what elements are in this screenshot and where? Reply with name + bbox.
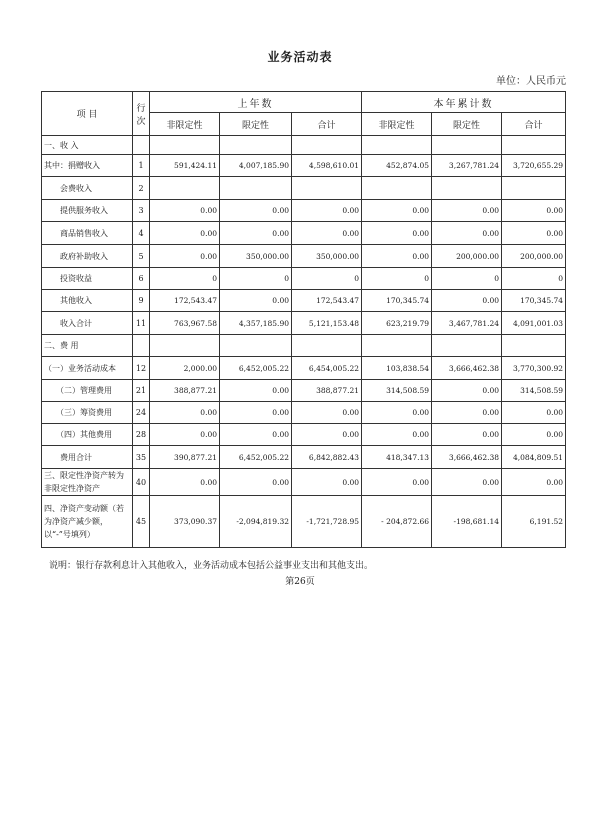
row-value-cell: 591,424.11: [150, 155, 220, 177]
row-value-cell: [150, 136, 220, 155]
row-value-cell: 0.00: [362, 200, 432, 222]
row-value-cell: 0.00: [362, 402, 432, 424]
row-line-number: 45: [133, 496, 150, 548]
row-value-cell: 4,598,610.01: [292, 155, 362, 177]
row-line-number: [133, 335, 150, 357]
row-value-cell: [362, 335, 432, 357]
row-value-cell: 314,508.59: [502, 380, 566, 402]
row-value-cell: 0.00: [150, 245, 220, 268]
row-item-label: 政府补助收入: [42, 245, 133, 268]
row-value-cell: 0.00: [502, 200, 566, 222]
row-value-cell: [502, 177, 566, 200]
row-value-cell: 4,007,185.90: [220, 155, 292, 177]
row-value-cell: -1,721,728.95: [292, 496, 362, 548]
row-value-cell: 6,452,005.22: [220, 446, 292, 469]
table-row: [42, 424, 566, 446]
header-current-unrestricted: 非限定性: [362, 113, 432, 136]
footnote: 说明：银行存款利息计入其他收入，业务活动成本包括公益事业支出和其他支出。: [49, 561, 374, 571]
row-value-cell: 0.00: [502, 469, 566, 496]
row-value-cell: 200,000.00: [502, 245, 566, 268]
row-value-cell: [432, 335, 502, 357]
row-value-cell: [502, 136, 566, 155]
table-row: [42, 357, 566, 380]
row-line-number: 5: [133, 245, 150, 268]
row-item-label: 费用合计: [42, 446, 133, 469]
row-line-number: 35: [133, 446, 150, 469]
row-value-cell: [220, 177, 292, 200]
row-line-number: 24: [133, 402, 150, 424]
row-line-number: 4: [133, 222, 150, 245]
row-value-cell: 0.00: [432, 469, 502, 496]
table-row: [42, 177, 566, 200]
table-row: [42, 380, 566, 402]
table-row: [42, 402, 566, 424]
row-value-cell: 3,666,462.38: [432, 357, 502, 380]
row-value-cell: 0.00: [150, 402, 220, 424]
header-row-1: [42, 92, 566, 113]
row-value-cell: - 204,872.66: [362, 496, 432, 548]
row-value-cell: [362, 136, 432, 155]
header-current-restricted: 限定性: [432, 113, 502, 136]
row-value-cell: 0.00: [292, 424, 362, 446]
table-row: [42, 268, 566, 290]
row-line-number: [133, 136, 150, 155]
table-body: [42, 136, 566, 548]
row-value-cell: 0: [362, 268, 432, 290]
row-line-number: 11: [133, 312, 150, 335]
row-value-cell: 390,877.21: [150, 446, 220, 469]
row-value-cell: 388,877.21: [292, 380, 362, 402]
row-value-cell: 6,842,882.43: [292, 446, 362, 469]
row-value-cell: [292, 177, 362, 200]
report-title: 业务活动表: [267, 50, 333, 64]
row-value-cell: [502, 335, 566, 357]
row-line-number: 9: [133, 290, 150, 312]
row-value-cell: [362, 177, 432, 200]
row-value-cell: 418,347.13: [362, 446, 432, 469]
row-value-cell: [292, 136, 362, 155]
currency-unit: 单位：人民币元: [496, 76, 566, 87]
table-row: [42, 222, 566, 245]
row-value-cell: 2,000.00: [150, 357, 220, 380]
table-row: [42, 469, 566, 496]
row-value-cell: 0.00: [220, 469, 292, 496]
table-row: [42, 155, 566, 177]
row-value-cell: 0: [292, 268, 362, 290]
row-value-cell: 0.00: [150, 424, 220, 446]
row-item-label: 其他收入: [42, 290, 133, 312]
row-value-cell: 0.00: [220, 380, 292, 402]
row-value-cell: [150, 177, 220, 200]
row-value-cell: 0.00: [292, 200, 362, 222]
row-value-cell: 3,467,781.24: [432, 312, 502, 335]
row-value-cell: 6,454,005.22: [292, 357, 362, 380]
row-value-cell: 0.00: [432, 402, 502, 424]
row-value-cell: 0.00: [432, 222, 502, 245]
table-row: [42, 496, 566, 548]
row-value-cell: 452,874.05: [362, 155, 432, 177]
row-item-label: 收入合计: [42, 312, 133, 335]
table-row: [42, 245, 566, 268]
row-line-number: 21: [133, 380, 150, 402]
header-current-total: 合计: [502, 113, 566, 136]
row-value-cell: 0.00: [362, 222, 432, 245]
row-value-cell: 763,967.58: [150, 312, 220, 335]
header-prior-restricted: 限定性: [220, 113, 292, 136]
row-line-number: 1: [133, 155, 150, 177]
row-value-cell: 0.00: [432, 200, 502, 222]
row-value-cell: 0.00: [432, 290, 502, 312]
row-line-number: 12: [133, 357, 150, 380]
row-value-cell: 314,508.59: [362, 380, 432, 402]
row-value-cell: 0: [220, 268, 292, 290]
row-value-cell: 4,091,001.03: [502, 312, 566, 335]
row-value-cell: 0.00: [220, 290, 292, 312]
row-value-cell: 388,877.21: [150, 380, 220, 402]
table-row: [42, 200, 566, 222]
page-number: 第26页: [285, 577, 315, 587]
row-value-cell: [432, 177, 502, 200]
row-value-cell: 0.00: [432, 380, 502, 402]
row-value-cell: 0.00: [150, 222, 220, 245]
row-value-cell: [432, 136, 502, 155]
row-item-label: 四、净资产变动额（若为净资产减少额，以“-”号填列）: [42, 496, 133, 548]
row-value-cell: 0.00: [362, 469, 432, 496]
row-item-label: （四）其他费用: [42, 424, 133, 446]
activity-statement-table: [41, 91, 566, 548]
header-line: 行次: [133, 92, 150, 136]
row-line-number: 6: [133, 268, 150, 290]
row-value-cell: 170,345.74: [502, 290, 566, 312]
row-item-label: （三）筹资费用: [42, 402, 133, 424]
row-line-number: 40: [133, 469, 150, 496]
row-value-cell: 0.00: [502, 222, 566, 245]
row-value-cell: 172,543.47: [150, 290, 220, 312]
row-line-number: 2: [133, 177, 150, 200]
row-item-label: （二）管理费用: [42, 380, 133, 402]
row-value-cell: 4,357,185.90: [220, 312, 292, 335]
row-value-cell: 200,000.00: [432, 245, 502, 268]
row-value-cell: 0.00: [292, 469, 362, 496]
row-value-cell: [220, 136, 292, 155]
row-value-cell: 623,219.79: [362, 312, 432, 335]
row-value-cell: 0.00: [292, 402, 362, 424]
row-value-cell: 4,084,809.51: [502, 446, 566, 469]
row-value-cell: 350,000.00: [220, 245, 292, 268]
row-item-label: 商品销售收入: [42, 222, 133, 245]
row-value-cell: 0.00: [150, 469, 220, 496]
table-row: [42, 446, 566, 469]
table-row: [42, 335, 566, 357]
row-value-cell: 350,000.00: [292, 245, 362, 268]
row-item-label: 其中：捐赠收入: [42, 155, 133, 177]
table-row: [42, 290, 566, 312]
row-value-cell: 0.00: [220, 200, 292, 222]
row-value-cell: 103,838.54: [362, 357, 432, 380]
row-value-cell: [220, 335, 292, 357]
header-current-year: 本年累计数: [362, 92, 566, 113]
row-item-label: 提供服务收入: [42, 200, 133, 222]
row-value-cell: 373,090.37: [150, 496, 220, 548]
row-value-cell: 0.00: [362, 424, 432, 446]
header-prior-unrestricted: 非限定性: [150, 113, 220, 136]
row-value-cell: 5,121,153.48: [292, 312, 362, 335]
row-value-cell: 0.00: [502, 424, 566, 446]
table-row: [42, 312, 566, 335]
row-value-cell: 0: [150, 268, 220, 290]
row-value-cell: [292, 335, 362, 357]
row-value-cell: 3,267,781.24: [432, 155, 502, 177]
header-item: 项 目: [42, 92, 133, 136]
row-value-cell: 0.00: [432, 424, 502, 446]
row-value-cell: 0.00: [220, 222, 292, 245]
row-value-cell: 0.00: [292, 222, 362, 245]
row-item-label: （一）业务活动成本: [42, 357, 133, 380]
row-line-number: 3: [133, 200, 150, 222]
row-item-label: 会费收入: [42, 177, 133, 200]
row-value-cell: 3,720,655.29: [502, 155, 566, 177]
row-value-cell: -198,681.14: [432, 496, 502, 548]
row-value-cell: 3,666,462.38: [432, 446, 502, 469]
row-value-cell: 0.00: [220, 424, 292, 446]
row-item-label: 投资收益: [42, 268, 133, 290]
row-item-label: 二、费 用: [42, 335, 133, 357]
row-item-label: 一、收 入: [42, 136, 133, 155]
header-prior-year: 上年数: [150, 92, 362, 113]
row-value-cell: 0.00: [150, 200, 220, 222]
row-value-cell: 0.00: [220, 402, 292, 424]
row-value-cell: 170,345.74: [362, 290, 432, 312]
row-value-cell: 0.00: [502, 402, 566, 424]
table-row: [42, 136, 566, 155]
row-value-cell: 0: [502, 268, 566, 290]
row-value-cell: -2,094,819.32: [220, 496, 292, 548]
row-value-cell: 0: [432, 268, 502, 290]
row-value-cell: 6,452,005.22: [220, 357, 292, 380]
row-value-cell: 172,543.47: [292, 290, 362, 312]
row-line-number: 28: [133, 424, 150, 446]
row-value-cell: 6,191.52: [502, 496, 566, 548]
row-item-label: 三、限定性净资产转为非限定性净资产: [42, 469, 133, 496]
row-value-cell: 3,770,300.92: [502, 357, 566, 380]
row-value-cell: [150, 335, 220, 357]
header-prior-total: 合计: [292, 113, 362, 136]
row-value-cell: 0.00: [362, 245, 432, 268]
